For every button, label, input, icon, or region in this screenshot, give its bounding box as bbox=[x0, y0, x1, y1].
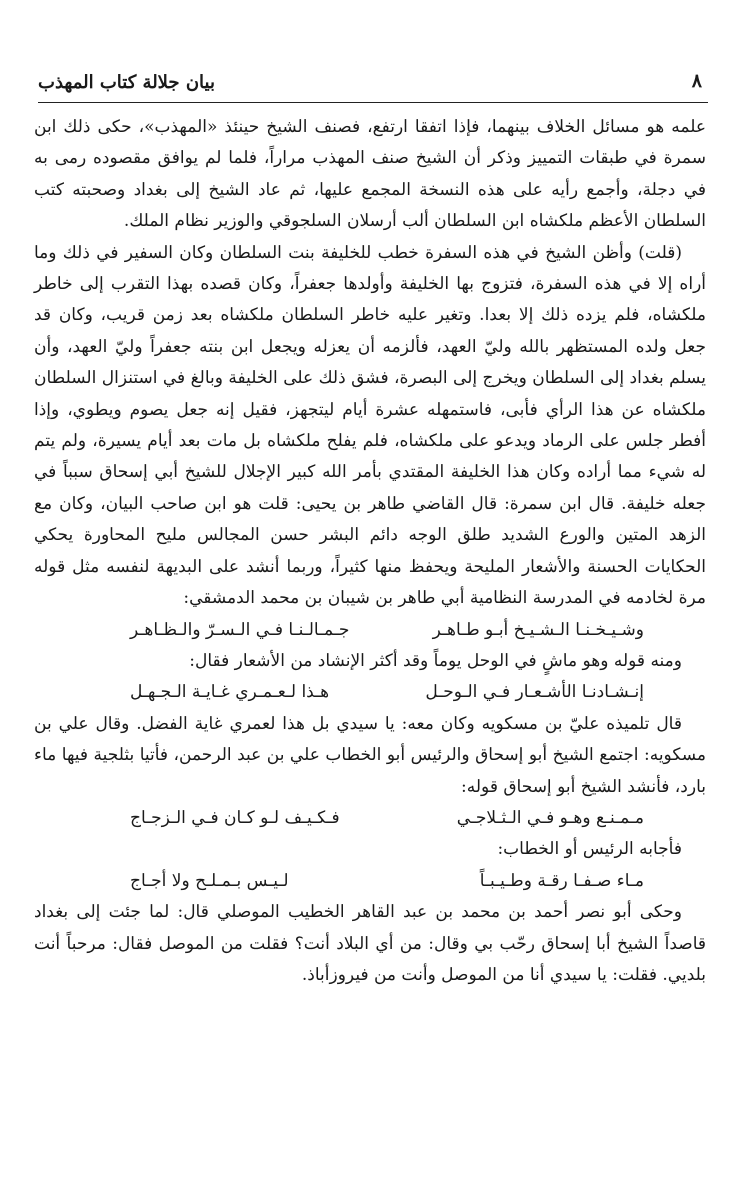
verse-2 bbox=[34, 677, 706, 708]
running-title: بيان جلالة كتاب المهذب bbox=[38, 72, 215, 93]
page-header bbox=[38, 66, 708, 103]
verse-2-first-hemistich: إنـشـادنـا الأشـعـار فـي الـوحـل bbox=[425, 682, 644, 703]
verse-3 bbox=[34, 803, 706, 834]
verse-3-second-hemistich: فـكـيـف لـو كـان فـي الـزجـاج bbox=[130, 807, 340, 828]
verse-1-second-hemistich: جـمـالـنـا فـي الـسـرّ والـظـاهـر bbox=[130, 619, 350, 640]
verse-4-first-hemistich: مـاء صـفـا رقـة وطـيـبـاً bbox=[479, 870, 644, 891]
verse-4-second-hemistich: لـيـس بـمـلـح ولا أجـاج bbox=[130, 870, 289, 891]
verse-1 bbox=[34, 615, 706, 646]
paragraph-6: وحكى أبو نصر أحمد بن محمد بن عبد القاهر الخطيب الموصلي قال: لما جئت إلى بغداد قاصداً الشيخ أبا إسحاق رحّب بي وقال: من أي البلاد أنت؟ فقلت من الموصل فقال: مرحباً أنت بلديي. فقلت: يا سيدي أنا من الموصل وأنت من فيروزأباذ. bbox=[34, 902, 706, 985]
paragraph-2: (قلت) وأظن الشيخ في هذه السفرة خطب للخليفة بنت السلطان وكان السفير في ذلك وما أراه إلا في هذه السفرة، فتزوج بها الخليفة وأولدها جعفراً، وكان قصده بهذا التقرب إلى خاطر ملكشاه، فلم يزده ذلك إلا بعدا. وتغير عليه خاطر السلطان ملكشاه بعد زمن قريب، وكان قد جعل ولده المستظهر بالله وليّ العهد، فألزمه أن يعزله ويجعل ابن بنته جعفراً وليّ العهد، وأن يسلم بغداد إلى السلطان ويخرج إلى البصرة، فشق ذلك على الخليفة وبالغ في استنزال السلطان ملكشاه عن هذا الرأي فأبى، فاستمهله عشرة أيام ليتجهز، فقيل إنه جعل يصوم ويطوي، وإذا أفطر جلس على الرماد ويدعو على ملكشاه، فلم يفلح ملكشاه بل مات بعد أيام يسيرة، ولم يتم له شيء مما أراده وكان هذا الخليفة المقتدي بأمر الله كبير الإجلال للشيخ أبي إسحاق سبباً في جعله خليفة. قال ابن سمرة: قال القاضي طاهر بن يحيى: قلت هو ابن صاحب البيان، وكان مع الزهد المتين والورع الشديد طلق الوجه دائم البشر حسن المجالس مليح المحاورة يحكي الحكايات الحسنة والأشعار المليحة ويحفظ منها كثيراً، وربما أنشد على البديهة لنفسه مثل قوله مرة لخادمه في المدرسة النظامية أبي طاهر بن شيبان بن محمد الدمشقي: bbox=[34, 242, 706, 609]
paragraph-3: ومنه قوله وهو ماشٍ في الوحل يوماً وقد أكثر الإنشاد من الأشعار فقال: bbox=[189, 650, 682, 671]
paragraph-1: علمه هو مسائل الخلاف بينهما، فإذا اتفقا ارتفع، فصنف الشيخ حينئذ «المهذب»، حكى ذلك ابن سمرة في طبقات التمييز وذكر أن الشيخ صنف المهذب مراراً، فلما لم يوافق مقصوده رمى به في دجلة، وأجمع رأيه على هذه النسخة المجمع عليها، ثم عاد الشيخ إلى بغداد وصحبته كتب السلطان الأعظم ملكشاه ابن السلطان ألب أرسلان السلجوقي والوزير نظام الملك. bbox=[34, 117, 706, 232]
page-body bbox=[34, 112, 706, 991]
verse-3-first-hemistich: مـمـنـع وهـو فـي الـثـلاجـي bbox=[456, 807, 644, 828]
paragraph-5: فأجابه الرئيس أو الخطاب: bbox=[497, 839, 682, 860]
paragraph-4: قال تلميذه عليّ بن مسكويه وكان معه: يا سيدي بل هذا لعمري غاية الفضل. وقال علي بن مسكويه: اجتمع الشيخ أبو إسحاق والرئيس أبو الخطاب علي بن عبد الرحمن، فأتيا بثلجية فيها ماء بارد، فأنشد الشيخ أبو إسحاق قوله: bbox=[34, 713, 706, 797]
page-number: ٨ bbox=[691, 70, 702, 92]
verse-4 bbox=[34, 866, 706, 897]
verse-2-second-hemistich: هـذا لـعـمـري غـايـة الـجـهـل bbox=[130, 682, 330, 703]
verse-1-first-hemistich: وشـيـخـنـا الـشـيـخ أبـو طـاهـر bbox=[432, 619, 644, 640]
